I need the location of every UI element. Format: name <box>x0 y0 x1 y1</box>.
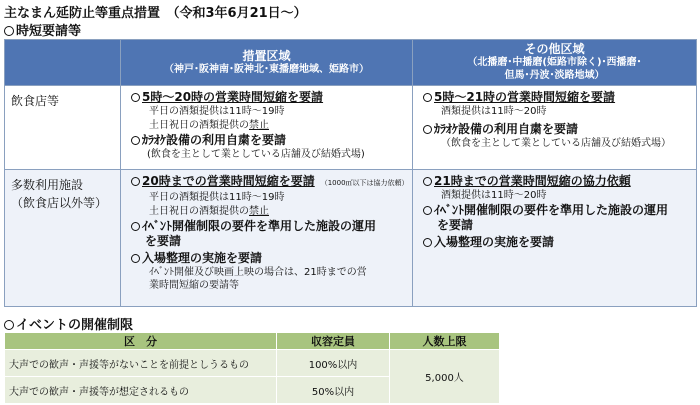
list-note: (飲食を主として業としている店舗及び結婚式場) <box>147 149 365 160</box>
list-subitem: ｲﾍﾞﾝﾄ開催及び映画上映の場合は、21時までの営 <box>149 267 367 278</box>
list-item: ｶﾗｵｹ設備の利用自粛を要請 <box>423 122 694 137</box>
section-heading-hours <box>4 20 81 39</box>
list-subitem: 酒類提供は11時～20時 <box>441 106 547 117</box>
list-item: ｲﾍﾞﾝﾄ開催制限の要件を準用した施設の運用 <box>131 219 410 234</box>
list-subitem: 酒類提供は11時～20時 <box>441 190 547 201</box>
header-priority-sub: （神戸･阪神南･阪神北･東播磨地域、姫路市） <box>164 63 369 75</box>
circle-bullet-icon <box>131 177 140 186</box>
section-heading-text: イベントの開催制限 <box>16 318 134 333</box>
list-item: 20時までの営業時間短縮を要請 （1000㎡以下は協力依頼） <box>131 174 410 191</box>
list-item: 入場整理の実施を要請 <box>423 235 694 250</box>
event-category-loud: 大声での歓声・声援等が想定されるもの <box>5 377 277 404</box>
section-heading-events <box>4 314 133 333</box>
event-people-limit: 5,000人 <box>390 350 500 404</box>
header-other-sub1: （北播磨･中播磨(姫路市除く)･西播磨･ <box>467 57 642 68</box>
facility-other-cell <box>413 170 697 307</box>
list-subitem: 土日祝日の酒類提供の禁止 <box>149 206 269 217</box>
event-header-capacity: 収容定員 <box>277 333 390 350</box>
measures-table <box>4 39 697 307</box>
circle-bullet-icon <box>423 177 432 186</box>
list-item: ｲﾍﾞﾝﾄ開催制限の要件を準用した施設の運用 <box>423 203 694 218</box>
circle-bullet-icon <box>423 206 432 215</box>
list-subitem: 平日の酒類提供は11時～19時 <box>149 192 285 203</box>
list-subitem: 平日の酒類提供は11時～19時 <box>149 106 285 117</box>
circle-bullet-icon <box>131 136 140 145</box>
circle-bullet-icon <box>423 125 432 134</box>
list-item: 21時までの営業時間短縮の協力依頼 <box>423 174 694 189</box>
event-capacity-quiet: 100%以内 <box>277 350 390 377</box>
circle-bullet-icon <box>131 254 140 263</box>
header-priority-area <box>121 40 413 86</box>
header-other-sub2: 但馬･丹波･淡路地域） <box>504 70 605 81</box>
page-title: 主なまん延防止等重点措置 （令和3年6月21日～） <box>4 6 307 21</box>
header-priority-title: 措置区域 <box>242 48 291 63</box>
list-item: 5時～21時の営業時間短縮を要請 <box>423 90 694 105</box>
list-item-continued: を要請 <box>145 234 182 248</box>
list-note: （飲食を主として業としている店舗及び結婚式場） <box>441 138 671 149</box>
circle-bullet-icon <box>423 93 432 102</box>
row-label-facility-1: 多数利用施設 <box>11 178 84 192</box>
area-note: （1000㎡以下は協力依頼） <box>320 179 409 187</box>
event-capacity-loud: 50%以内 <box>277 377 390 404</box>
facility-priority-cell <box>121 170 413 307</box>
circle-bullet-icon <box>423 238 432 247</box>
section-heading-text: 時短要請等 <box>16 24 82 39</box>
list-item-continued: を要請 <box>437 218 474 232</box>
restaurant-other-cell <box>413 86 697 170</box>
circle-bullet-icon <box>131 93 140 102</box>
event-header-limit: 人数上限 <box>390 333 500 350</box>
event-category-quiet: 大声での歓声・声援等がないことを前提としうるもの <box>5 350 277 377</box>
list-item: ｶﾗｵｹ設備の利用自粛を要請 <box>131 133 410 148</box>
header-blank <box>5 40 121 86</box>
list-subitem: 業時間短縮の要請等 <box>149 280 239 291</box>
header-other-area <box>413 40 697 86</box>
event-header-category: 区 分 <box>5 333 277 350</box>
row-label-facility <box>5 170 121 307</box>
header-other-title: その他区域 <box>524 42 585 56</box>
circle-bullet-icon <box>4 320 14 330</box>
circle-bullet-icon <box>4 26 14 36</box>
event-limit-table <box>4 332 500 404</box>
list-subitem: 土日祝日の酒類提供の禁止 <box>149 120 269 131</box>
restaurant-priority-cell <box>121 86 413 170</box>
list-item: 5時～20時の営業時間短縮を要請 <box>131 90 410 105</box>
row-label-restaurant: 飲食店等 <box>5 86 121 170</box>
circle-bullet-icon <box>131 222 140 231</box>
list-item: 入場整理の実施を要請 <box>131 251 410 266</box>
row-label-facility-2: （飲食店以外等） <box>11 196 108 210</box>
